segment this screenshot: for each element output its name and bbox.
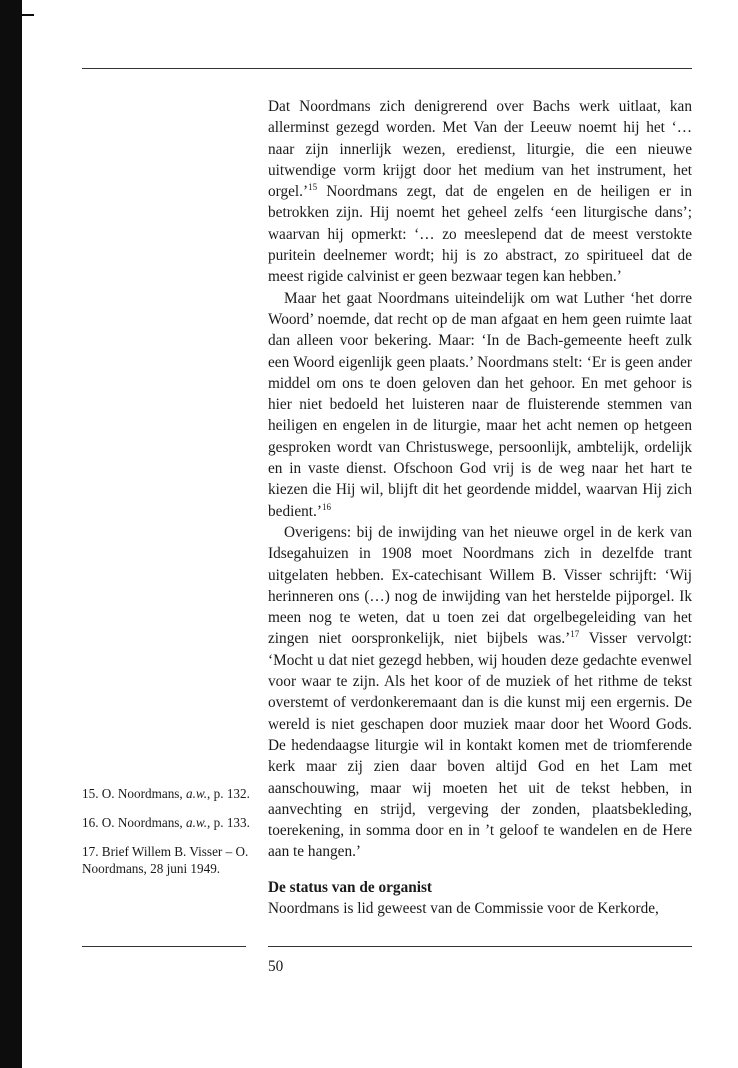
paragraph-1: Dat Noordmans zich denigrerend over Bachs werk uitlaat, kan allerminst gezegd worden. Met Van der Leeuw noemt hij het ‘… naar zijn innerlijk wezen, eredienst, liturgie, die een nieuwe uitwendige vorm krijgt door het medium van het instrument, het orgel.’$^{15}$ Noordmans zegt, dat de engelen en de heiligen er in betrokken zijn. Hij noemt het geheel zelfs ‘een liturgische dans’; waarvan hij opmerkt: ‘… zo meeslepend dat de meest verstokte puritein deelnemer wordt; hij is zo abstract, zo spiritueel dat de meest rigide calvinist er geen bezwaar tegen kan hebben.’	[268, 98, 692, 286]
main-text	[268, 96, 692, 919]
footnote-ref-16: 16	[321, 501, 331, 512]
section-heading: De status van de organist	[268, 878, 433, 896]
margin-notes	[82, 785, 252, 889]
paragraph-2: Maar het gaat Noordmans uiteindelijk om wat Luther ‘het dorre Woord’ noemde, dat recht op de man afgaat en hem geen ruimte laat dan alleen voor bekering. Maar: ‘In de Bach-gemeente heeft zulk een Woord eigenlijk geen plaats.’ Noordmans stelt: ‘Er is geen ander middel om ons te doen geloven dan het gehoor. En met gehoor is hier niet bedoeld het luisteren naar de fluisterende stemmen van heiligen en engelen in de liturgie, maar het acht nemen op hetgeen gesproken wordt van Christuswege, persoonlijk, ambtelijk, ordelijk en in vaste dienst. Ofschoon God vrij is de weg naar het hart te kiezen die Hij wil, blijft dit het geordende middel, waarvan Hij zich bedient.’$^{16}$	[268, 289, 692, 520]
header-rule	[82, 68, 692, 69]
paragraph-3: Overigens: bij de inwijding van het nieuwe orgel in de kerk van Idsegahuizen in 1908 moet Noordmans zich in dezelfde trant uitgelaten hebben. Ex-catechisant Willem B. Visser schrijft: ‘Wij herinneren ons (…) nog de inwijding van het herstelde pijporgel. Ik meen nog te weten, dat u toen zei dat orgelbegeleiding van het zingen niet oorspronkelijk, niet bijbels was.’$^{17}$ Visser vervolgt: ‘Mocht u dat niet gezegd hebben, wij houden deze gedachte evenwel voor waar te zijn. Als het koor of de muziek of het rithme de tekst overstemt of verdonkeremaant dan is die kunst mij een ergernis. De wereld is niet geschapen door muziek maar door het Woord Gods. De hedendaagse liturgie wil in kontakt komen met de triomferende kerk maar zij zien daar boven altijd God en het Lam met aanschouwing, maar wij moeten het uit de tekst hebben, in aanvechting en strijd, vergeving der zonden, plaatsbekleding, toerekening, in somma door en in ’t geloof te wandelen en de Here aan te hangen.’	[268, 523, 692, 861]
footnote-16: 16. O. Noordmans, a.w., p. 133.	[82, 815, 250, 830]
footnote-ref-17: 17	[570, 629, 580, 640]
footnote-15: 15. O. Noordmans, a.w., p. 132.	[82, 786, 250, 801]
footnote-ref-15: 15	[308, 182, 318, 193]
scan-border	[0, 0, 22, 1068]
notes-rule	[82, 946, 246, 947]
footer-rule	[268, 946, 692, 947]
footnote-17: 17. Brief Willem B. Visser – O. Noordmans, 28 juni 1949.	[82, 844, 249, 876]
paragraph-4: Noordmans is lid geweest van de Commissie voor de Kerkorde,	[268, 899, 659, 917]
page-number: 50	[268, 958, 284, 975]
scan-mark	[22, 14, 34, 16]
